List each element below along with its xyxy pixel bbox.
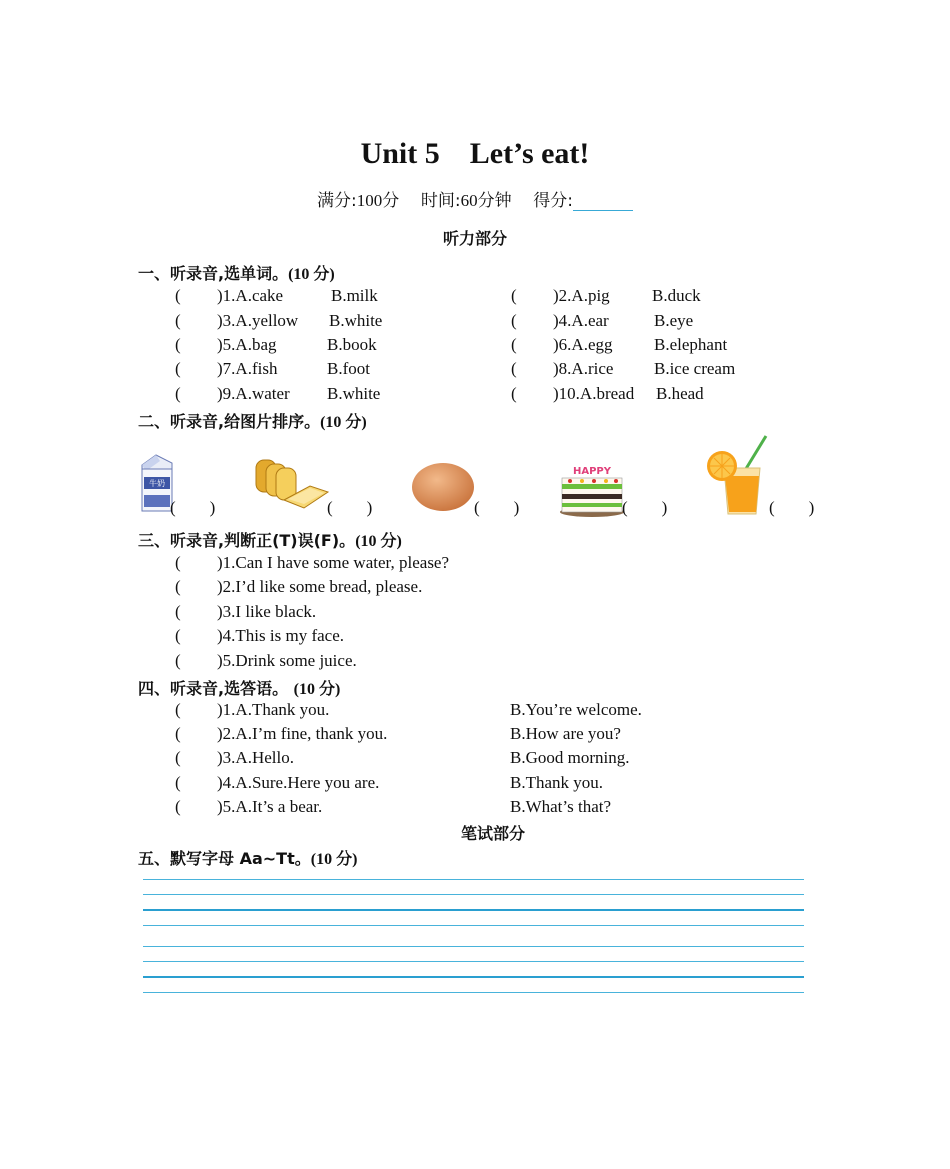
question-text: )4.A.Sure.Here you are. <box>217 773 380 792</box>
s4-item-3 <box>175 748 294 768</box>
score-line <box>0 186 950 211</box>
ruled-line <box>143 879 804 880</box>
answer-blank[interactable]: ( <box>175 384 181 403</box>
question-text: )4.A.ear <box>553 311 609 330</box>
page-title: Unit 5 Let’s eat! <box>360 137 590 170</box>
answer-blank[interactable]: ( <box>175 773 181 792</box>
s3-item-2 <box>175 577 422 597</box>
s1-item-1-b: B.milk <box>331 286 378 305</box>
s4-item-4-b: B.Thank you. <box>510 773 604 792</box>
s4-item-1 <box>175 700 329 720</box>
s1-item-3 <box>175 311 298 331</box>
s2-blank-2[interactable] <box>327 498 372 518</box>
question-text: )8.A.rice <box>553 359 614 378</box>
answer-blank[interactable]: ( <box>175 286 181 305</box>
question-text: )3.A.Hello. <box>217 748 294 767</box>
writing-title: 笔试部分 <box>460 824 525 843</box>
paren-close: ) <box>661 498 668 517</box>
full-score-label: 满分: <box>317 191 357 211</box>
listening-title: 听力部分 <box>442 229 507 248</box>
s3-item-5 <box>175 651 357 671</box>
s3-item-3 <box>175 602 316 622</box>
question-text: )1.A.Thank you. <box>217 700 330 719</box>
question-text: )2.I’d like some bread, please. <box>217 577 423 596</box>
s4-item-4 <box>175 773 379 793</box>
paren-close: ) <box>513 498 520 517</box>
s4-item-2 <box>175 724 387 744</box>
answer-blank[interactable]: ( <box>175 724 181 743</box>
question-text: )9.A.water <box>217 384 290 403</box>
egg-icon <box>410 461 476 513</box>
answer-blank[interactable]: ( <box>175 797 181 816</box>
s2-blank-3[interactable] <box>474 498 519 518</box>
section-5-points: (10 分) <box>310 851 358 868</box>
s1-item-8 <box>511 359 613 379</box>
section-1-heading-text: 一、听录音,选单词。 <box>138 264 289 283</box>
time-value: 60 <box>460 191 478 210</box>
s1-item-7 <box>175 359 277 379</box>
ruled-line <box>143 992 804 993</box>
s3-item-4 <box>175 626 344 646</box>
s1-item-5-b: B.book <box>327 335 377 354</box>
milk-label: 牛奶 <box>149 479 165 488</box>
question-text: )1.Can I have some water, please? <box>217 553 450 572</box>
answer-blank[interactable]: ( <box>511 359 517 378</box>
paren-open: ( <box>327 498 333 517</box>
section-3-heading <box>138 528 402 551</box>
ruled-baseline <box>143 909 804 911</box>
section-3-heading-text: 三、听录音,判断正(T)误(F)。 <box>138 531 356 550</box>
question-text: )5.A.It’s a bear. <box>217 797 323 816</box>
s1-item-4-b: B.eye <box>654 311 694 330</box>
orange-juice-icon <box>704 434 772 516</box>
answer-blank[interactable]: ( <box>175 553 181 572</box>
answer-blank[interactable]: ( <box>511 311 517 330</box>
paren-close: ) <box>366 498 373 517</box>
cake-label: HAPPY <box>572 466 612 477</box>
answer-blank[interactable]: ( <box>175 359 181 378</box>
answer-blank[interactable]: ( <box>175 748 181 767</box>
answer-blank[interactable]: ( <box>175 651 181 670</box>
s1-item-6-b: B.elephant <box>654 335 728 354</box>
full-score-unit: 分 <box>382 191 400 211</box>
s1-item-8-b: B.ice cream <box>654 359 736 378</box>
full-score-value: 100 <box>356 191 383 210</box>
ruled-line <box>143 946 804 947</box>
s1-item-2-b: B.duck <box>652 286 701 305</box>
bread-icon <box>254 456 330 510</box>
ruled-line <box>143 894 804 895</box>
paren-close: ) <box>808 498 815 517</box>
s3-item-1 <box>175 553 449 573</box>
section-2-heading-text: 二、听录音,给图片排序。 <box>138 412 321 431</box>
question-text: )3.I like black. <box>217 602 317 621</box>
s2-blank-1[interactable] <box>170 498 215 518</box>
time-unit: 分钟 <box>477 191 512 211</box>
section-1-heading <box>138 261 335 284</box>
question-text: )10.A.bread <box>553 384 635 403</box>
paren-open: ( <box>474 498 480 517</box>
question-text: )5.A.bag <box>217 335 277 354</box>
section-2-points: (10 分) <box>320 414 367 431</box>
s4-item-5 <box>175 797 322 817</box>
question-text: )1.A.cake <box>217 286 284 305</box>
s1-item-7-b: B.foot <box>327 359 370 378</box>
question-text: )4.This is my face. <box>217 626 344 645</box>
ruled-baseline <box>143 976 804 978</box>
section-3-points: (10 分) <box>355 533 402 550</box>
score-label: 得分: <box>533 191 573 211</box>
question-text: )2.A.pig <box>553 286 610 305</box>
section-5-heading <box>138 846 357 869</box>
section-1-points: (10 分) <box>288 266 335 283</box>
paren-close: ) <box>209 498 216 517</box>
answer-blank[interactable]: ( <box>511 335 517 354</box>
answer-blank[interactable]: ( <box>511 286 517 305</box>
question-text: )6.A.egg <box>553 335 613 354</box>
s4-item-3-b: B.Good morning. <box>510 748 630 767</box>
s1-item-9 <box>175 384 290 404</box>
score-blank[interactable] <box>573 192 633 211</box>
s1-item-3-b: B.white <box>329 311 383 330</box>
time-label: 时间: <box>420 191 461 211</box>
section-4-points: (10 分) <box>293 681 341 698</box>
section-4-heading <box>138 676 340 699</box>
answer-blank[interactable]: ( <box>175 700 181 719</box>
s1-item-6 <box>511 335 612 355</box>
question-text: )7.A.fish <box>217 359 278 378</box>
birthday-cake-icon <box>558 462 626 518</box>
question-text: )2.A.I’m fine, thank you. <box>217 724 388 743</box>
question-text: )5.Drink some juice. <box>217 651 357 670</box>
paren-open: ( <box>622 498 628 517</box>
paren-open: ( <box>769 498 775 517</box>
s2-blank-5[interactable] <box>769 498 814 518</box>
answer-blank[interactable]: ( <box>175 311 181 330</box>
answer-blank[interactable]: ( <box>175 626 181 645</box>
s1-item-10 <box>511 384 634 404</box>
s4-item-2-b: B.How are you? <box>510 724 621 743</box>
ruled-line <box>143 925 804 926</box>
s1-item-1 <box>175 286 283 306</box>
s4-item-5-b: B.What’s that? <box>510 797 612 816</box>
s1-item-5 <box>175 335 276 355</box>
answer-blank[interactable]: ( <box>511 384 517 403</box>
s1-item-9-b: B.white <box>327 384 381 403</box>
ruled-line <box>143 961 804 962</box>
section-5-heading-text: 五、默写字母 Aa~Tt。 <box>138 849 311 868</box>
answer-blank[interactable]: ( <box>175 602 181 621</box>
answer-blank[interactable]: ( <box>175 335 181 354</box>
s1-item-10-b: B.head <box>656 384 704 403</box>
paren-open: ( <box>170 498 176 517</box>
answer-blank[interactable]: ( <box>175 577 181 596</box>
s4-item-1-b: B.You’re welcome. <box>510 700 642 719</box>
section-2-heading <box>138 409 367 432</box>
s1-item-2 <box>511 286 610 306</box>
s2-blank-4[interactable] <box>622 498 667 518</box>
question-text: )3.A.yellow <box>217 311 299 330</box>
section-4-heading-text: 四、听录音,选答语。 <box>138 679 289 698</box>
s1-item-4 <box>511 311 609 331</box>
